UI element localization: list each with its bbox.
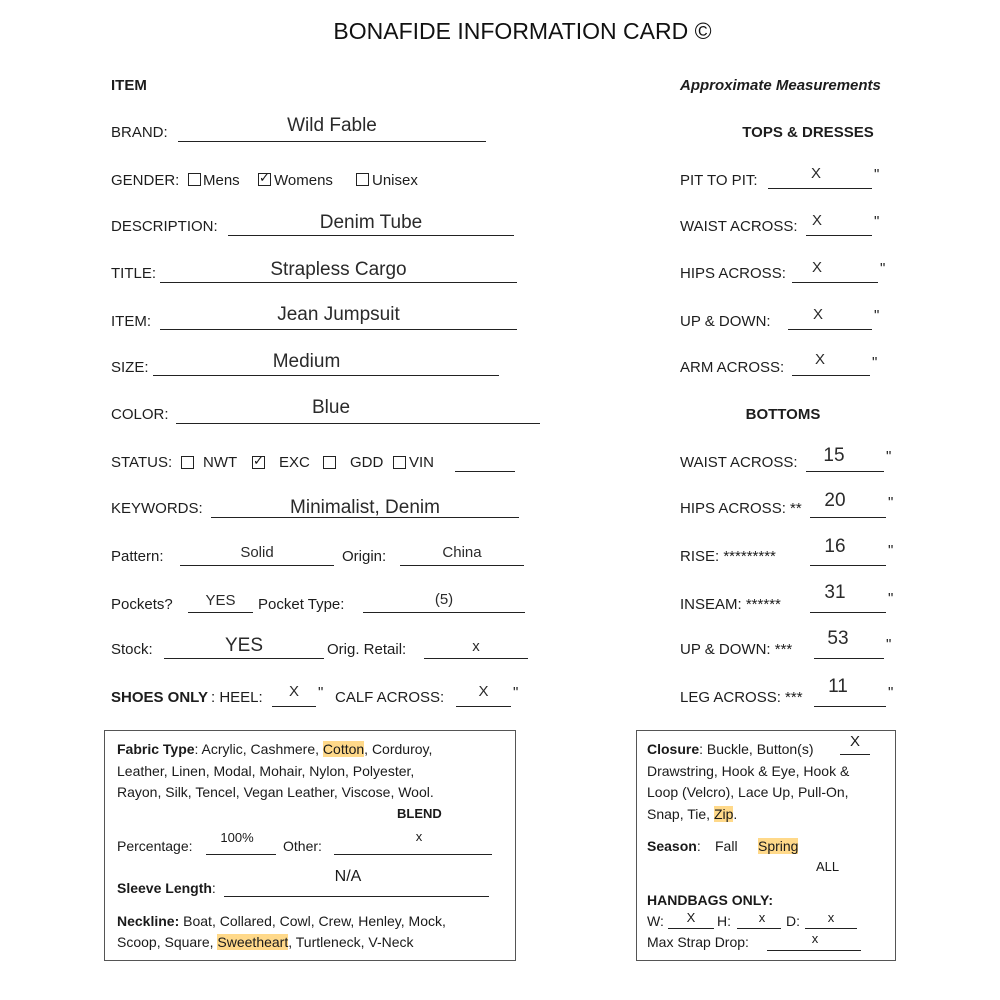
neckline-line-2 xyxy=(117,934,414,950)
tops-row-label: WAIST ACROSS: xyxy=(680,218,798,235)
shoes-label: SHOES ONLY xyxy=(111,689,208,706)
checkbox-unisex[interactable] xyxy=(356,173,369,186)
keywords-label: KEYWORDS: xyxy=(111,500,203,517)
tops-row-label: PIT TO PIT: xyxy=(680,172,758,189)
handbag-d-line xyxy=(805,928,857,929)
bottoms-row-line xyxy=(810,612,886,613)
handbag-d-value[interactable]: x xyxy=(827,910,835,925)
sleeve-length-value[interactable]: N/A xyxy=(334,868,362,885)
brand-line xyxy=(178,141,486,142)
description-value[interactable]: Denim Tube xyxy=(319,212,423,233)
bottoms-row-label: HIPS ACROSS: ** xyxy=(680,500,802,517)
sleeve-line-text xyxy=(117,880,216,896)
neckline-text: , Turtleneck, V-Neck xyxy=(288,934,414,950)
blend-label: BLEND xyxy=(397,806,442,821)
inch-mark: " xyxy=(888,684,894,701)
description-line xyxy=(228,235,514,236)
season-fall: Fall xyxy=(715,838,738,854)
bottoms-row-value[interactable]: 11 xyxy=(828,676,848,697)
closure-line-4 xyxy=(647,806,737,822)
season-spring: Spring xyxy=(758,838,799,854)
closure-text: . xyxy=(733,806,738,822)
bottoms-row-value[interactable]: 15 xyxy=(823,445,845,466)
pockets-line xyxy=(188,612,253,613)
inch-mark: " xyxy=(874,166,880,183)
neckline-highlight-sweetheart: Sweetheart xyxy=(217,934,289,950)
season-line xyxy=(647,838,701,854)
bottoms-row-label: RISE: ********* xyxy=(680,548,776,565)
fabric-text: , Corduroy, xyxy=(364,741,433,757)
handbags-label: HANDBAGS ONLY: xyxy=(647,892,774,908)
orig-retail-line xyxy=(424,658,528,659)
color-line xyxy=(176,423,540,424)
neckline-text: Boat, Collared, Cowl, Crew, Henley, Mock, xyxy=(179,913,446,929)
gender-unisex-label: Unisex xyxy=(372,172,418,189)
bottoms-row-label: LEG ACROSS: *** xyxy=(680,689,803,706)
title-field-value[interactable]: Strapless Cargo xyxy=(270,259,407,280)
max-strap-drop-value[interactable]: x xyxy=(811,931,819,946)
size-value[interactable]: Medium xyxy=(272,351,341,372)
closure-label: Closure xyxy=(647,741,700,757)
pocket-type-line xyxy=(363,612,525,613)
checkbox-womens[interactable]: ✓ xyxy=(259,170,270,185)
bottoms-row-label: UP & DOWN: *** xyxy=(680,641,793,658)
pocket-type-label: Pocket Type: xyxy=(258,596,345,613)
pockets-value[interactable]: YES xyxy=(205,592,236,609)
fabric-type-label: Fabric Type xyxy=(117,741,195,757)
heel-inch-mark: " xyxy=(318,684,324,701)
calf-label: CALF ACROSS: xyxy=(335,689,445,706)
inch-mark: " xyxy=(872,354,878,371)
orig-retail-value[interactable]: x xyxy=(472,638,480,655)
handbag-h-line xyxy=(737,928,781,929)
tops-row-line xyxy=(788,329,872,330)
neckline-label: Neckline: xyxy=(117,913,180,929)
tops-row-value[interactable]: X xyxy=(812,306,823,323)
status-vin-line xyxy=(455,471,515,472)
neckline-text: Scoop, Square, xyxy=(117,934,218,950)
closure-highlight-zip: Zip xyxy=(713,806,734,822)
status-vin-label: VIN xyxy=(409,454,435,471)
closure-button-line xyxy=(840,754,870,755)
status-label: STATUS: xyxy=(111,454,173,471)
calf-value[interactable]: X xyxy=(478,683,489,700)
fabric-text: : Acrylic, Cashmere, xyxy=(194,741,323,757)
heel-line xyxy=(272,706,316,707)
closure-button-mark[interactable]: X xyxy=(849,733,860,750)
inch-mark: " xyxy=(888,542,894,559)
item-header: ITEM xyxy=(111,77,147,94)
sleeve-length-label: Sleeve Length xyxy=(117,880,212,896)
gender-womens-label: Womens xyxy=(274,172,333,189)
bottoms-header: BOTTOMS xyxy=(745,406,821,423)
inch-mark: " xyxy=(886,448,892,465)
stock-value[interactable]: YES xyxy=(224,635,264,656)
percentage-line xyxy=(206,854,276,855)
size-line xyxy=(153,375,499,376)
handbag-d-label: D: xyxy=(786,913,800,929)
other-label: Other: xyxy=(283,838,322,854)
percentage-value[interactable]: 100% xyxy=(220,830,254,845)
approx-header: Approximate Measurements xyxy=(680,77,881,94)
item-field-label: ITEM: xyxy=(111,313,151,330)
tops-row-line xyxy=(792,375,870,376)
calf-line xyxy=(456,706,511,707)
inch-mark: " xyxy=(886,636,892,653)
tops-row-label: ARM ACROSS: xyxy=(680,359,785,376)
bottoms-row-line xyxy=(814,706,886,707)
heel-label: : HEEL: xyxy=(211,689,263,706)
tops-row-value[interactable]: X xyxy=(811,259,822,276)
brand-value[interactable]: Wild Fable xyxy=(287,115,377,136)
item-field-line xyxy=(160,329,517,330)
fabric-line-1 xyxy=(117,741,432,757)
orig-retail-label: Orig. Retail: xyxy=(327,641,407,658)
tops-row-value[interactable]: X xyxy=(810,165,821,182)
bottoms-row-value[interactable]: 31 xyxy=(824,582,846,603)
inch-mark: " xyxy=(874,213,880,230)
pattern-label: Pattern: xyxy=(111,548,164,565)
size-label: SIZE: xyxy=(111,359,149,376)
checkbox-mens[interactable] xyxy=(188,173,201,186)
tops-header: TOPS & DRESSES xyxy=(742,124,874,141)
closure-text: : Buckle, Button(s) xyxy=(699,741,814,757)
bottoms-row-line xyxy=(810,517,886,518)
percentage-label: Percentage: xyxy=(117,838,193,854)
season-all: ALL xyxy=(816,859,840,874)
closure-text: Snap, Tie, xyxy=(647,806,714,822)
season-colon: : xyxy=(696,838,701,854)
item-field-value[interactable]: Jean Jumpsuit xyxy=(277,304,400,325)
keywords-value[interactable]: Minimalist, Denim xyxy=(290,497,440,518)
closure-line-2: Drawstring, Hook & Eye, Hook & xyxy=(647,763,850,779)
handbag-w-value[interactable]: X xyxy=(686,910,696,925)
bottoms-row-value[interactable]: 53 xyxy=(827,628,849,649)
sleeve-line xyxy=(224,896,489,897)
checkbox-vin[interactable] xyxy=(393,456,406,469)
fabric-line-3: Rayon, Silk, Tencel, Vegan Leather, Viscose, Wool. xyxy=(117,784,434,800)
bottoms-row-label: WAIST ACROSS: xyxy=(680,454,798,471)
bottoms-row-line xyxy=(806,471,884,472)
origin-label: Origin: xyxy=(342,548,387,565)
bottoms-row-value[interactable]: 16 xyxy=(824,536,846,557)
sleeve-colon: : xyxy=(211,880,216,896)
stock-label: Stock: xyxy=(111,641,153,658)
max-strap-drop-label: Max Strap Drop: xyxy=(647,934,749,950)
other-value[interactable]: x xyxy=(415,829,423,844)
origin-value[interactable]: China xyxy=(442,544,482,561)
inch-mark: " xyxy=(874,307,880,324)
season-label: Season xyxy=(647,838,697,854)
color-label: COLOR: xyxy=(111,406,169,423)
checkbox-exc[interactable]: ✓ xyxy=(253,453,264,468)
fabric-line-2: Leather, Linen, Modal, Mohair, Nylon, Polyester, xyxy=(117,763,415,779)
inch-mark: " xyxy=(888,590,894,607)
handbag-w-line xyxy=(668,928,714,929)
pattern-line xyxy=(180,565,334,566)
pockets-label: Pockets? xyxy=(111,596,173,613)
neckline-line-1 xyxy=(117,913,446,929)
tops-row-line xyxy=(806,235,872,236)
fabric-highlight-cotton: Cotton xyxy=(322,741,365,757)
pattern-value[interactable]: Solid xyxy=(240,544,274,561)
handbag-w-label: W: xyxy=(647,913,664,929)
gender-mens-label: Mens xyxy=(203,172,240,189)
pocket-type-value[interactable]: (5) xyxy=(434,591,454,608)
calf-inch-mark: " xyxy=(513,684,519,701)
gender-label: GENDER: xyxy=(111,172,180,189)
status-exc-label: EXC xyxy=(279,454,310,471)
other-line xyxy=(334,854,492,855)
inch-mark: " xyxy=(880,260,886,277)
tops-row-label: UP & DOWN: xyxy=(680,313,771,330)
origin-line xyxy=(400,565,524,566)
tops-row-line xyxy=(768,188,872,189)
closure-line-3: Loop (Velcro), Lace Up, Pull-On, xyxy=(647,784,849,800)
bottoms-row-label: INSEAM: ****** xyxy=(680,596,781,613)
page-title: BONAFIDE INFORMATION CARD © xyxy=(333,18,712,44)
tops-row-label: HIPS ACROSS: xyxy=(680,265,786,282)
tops-row-value[interactable]: X xyxy=(814,351,825,368)
title-field-label: TITLE: xyxy=(111,265,157,282)
status-nwt-label: NWT xyxy=(203,454,238,471)
bottoms-row-line xyxy=(814,658,884,659)
tops-row-line xyxy=(792,282,878,283)
closure-line-1 xyxy=(647,741,814,757)
inch-mark: " xyxy=(888,494,894,511)
stock-line xyxy=(164,658,324,659)
tops-row-value[interactable]: X xyxy=(811,212,822,229)
color-value[interactable]: Blue xyxy=(311,397,351,418)
description-label: DESCRIPTION: xyxy=(111,218,218,235)
title-field-line xyxy=(160,282,517,283)
bottoms-row-line xyxy=(810,565,886,566)
brand-label: BRAND: xyxy=(111,124,168,141)
heel-value[interactable]: X xyxy=(288,683,299,700)
checkbox-nwt[interactable] xyxy=(181,456,194,469)
checkbox-gdd[interactable] xyxy=(323,456,336,469)
handbag-h-label: H: xyxy=(717,913,731,929)
bottoms-row-value[interactable]: 20 xyxy=(824,490,846,511)
handbag-h-value[interactable]: x xyxy=(758,910,766,925)
status-gdd-label: GDD xyxy=(350,454,384,471)
max-strap-drop-line xyxy=(767,950,861,951)
